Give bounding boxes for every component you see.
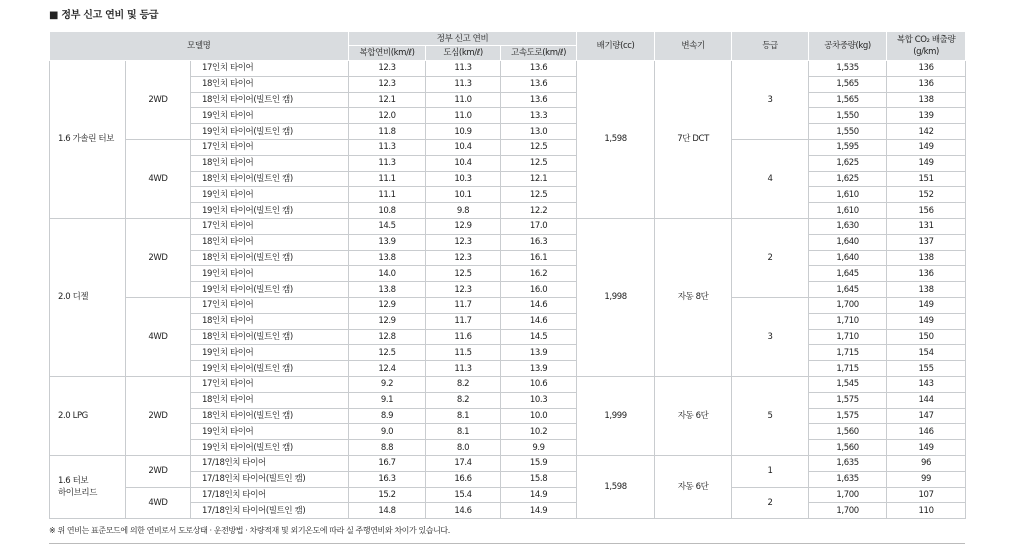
- highway-cell: 13.6: [501, 76, 577, 92]
- combined-cell: 12.5: [349, 345, 426, 361]
- grade-cell: 2: [732, 487, 809, 519]
- displacement-cell: 1,999: [577, 376, 655, 455]
- footnote: ※ 위 연비는 표준모드에 의한 연비로서 도로상태 · 운전방법 · 차량적재 및 외기온도에 따라 실 주행연비와 차이가 있습니다.: [49, 526, 450, 536]
- weight-cell: 1,565: [809, 92, 887, 108]
- co2-cell: 147: [887, 408, 966, 424]
- engine-name: 2.0 디젤: [50, 218, 126, 376]
- combined-cell: 12.0: [349, 108, 426, 124]
- tire-cell: 19인치 타이어: [191, 187, 349, 203]
- header-transmission: 변속기: [655, 32, 732, 61]
- highway-cell: 14.6: [501, 297, 577, 313]
- highway-cell: 14.9: [501, 503, 577, 519]
- header-highway: 고속도로(km/ℓ): [501, 46, 577, 61]
- tire-cell: 17/18인치 타이어: [191, 487, 349, 503]
- highway-cell: 17.0: [501, 218, 577, 234]
- co2-cell: 137: [887, 234, 966, 250]
- header-co2-line1: 복합 CO₂ 배출량: [896, 35, 956, 45]
- city-cell: 12.3: [426, 250, 501, 266]
- city-cell: 9.8: [426, 203, 501, 219]
- city-cell: 11.3: [426, 76, 501, 92]
- city-cell: 17.4: [426, 455, 501, 471]
- city-cell: 15.4: [426, 487, 501, 503]
- co2-cell: 146: [887, 424, 966, 440]
- highway-cell: 10.3: [501, 392, 577, 408]
- tire-cell: 18인치 타이어: [191, 76, 349, 92]
- table-row: [50, 139, 966, 155]
- highway-cell: 10.6: [501, 376, 577, 392]
- weight-cell: 1,710: [809, 329, 887, 345]
- tire-cell: 17인치 타이어: [191, 61, 349, 77]
- combined-cell: 11.1: [349, 171, 426, 187]
- header-co2-line2: (g/km): [913, 47, 939, 57]
- header-displacement: 배기량(cc): [577, 32, 655, 61]
- grade-cell: 3: [732, 61, 809, 140]
- grade-cell: 2: [732, 218, 809, 297]
- grade-cell: 1: [732, 455, 809, 487]
- city-cell: 11.7: [426, 313, 501, 329]
- header-model: 모델명: [50, 32, 349, 61]
- displacement-cell: 1,998: [577, 218, 655, 376]
- highway-cell: 15.8: [501, 471, 577, 487]
- combined-cell: 14.5: [349, 218, 426, 234]
- co2-cell: 136: [887, 61, 966, 77]
- co2-cell: 150: [887, 329, 966, 345]
- header-combined: 복합연비(km/ℓ): [349, 46, 426, 61]
- city-cell: 11.5: [426, 345, 501, 361]
- tire-cell: 18인치 타이어: [191, 155, 349, 171]
- city-cell: 11.0: [426, 108, 501, 124]
- drive-type: 2WD: [126, 376, 191, 455]
- tire-cell: 18인치 타이어: [191, 313, 349, 329]
- weight-cell: 1,550: [809, 108, 887, 124]
- tire-cell: 19인치 타이어: [191, 266, 349, 282]
- drive-type: 4WD: [126, 139, 191, 218]
- tire-cell: 19인치 타이어: [191, 424, 349, 440]
- combined-cell: 10.8: [349, 203, 426, 219]
- grade-cell: 4: [732, 139, 809, 218]
- co2-cell: 149: [887, 139, 966, 155]
- tire-cell: 19인치 타이어(빌트인 캠): [191, 440, 349, 456]
- combined-cell: 8.8: [349, 440, 426, 456]
- tire-cell: 19인치 타이어: [191, 345, 349, 361]
- highway-cell: 12.2: [501, 203, 577, 219]
- highway-cell: 12.5: [501, 139, 577, 155]
- table-header: [50, 32, 966, 61]
- co2-cell: 96: [887, 455, 966, 471]
- tire-cell: 18인치 타이어: [191, 392, 349, 408]
- weight-cell: 1,575: [809, 392, 887, 408]
- tire-cell: 18인치 타이어(빌트인 캠): [191, 408, 349, 424]
- engine-name: [50, 455, 126, 518]
- city-cell: 12.3: [426, 234, 501, 250]
- city-cell: 11.0: [426, 92, 501, 108]
- engine-name: 1.6 가솔린 터보: [50, 61, 126, 219]
- weight-cell: 1,640: [809, 250, 887, 266]
- table-row: [50, 455, 966, 471]
- city-cell: 8.1: [426, 408, 501, 424]
- city-cell: 10.4: [426, 139, 501, 155]
- highway-cell: 14.9: [501, 487, 577, 503]
- city-cell: 11.3: [426, 361, 501, 377]
- table-row: [50, 297, 966, 313]
- co2-cell: 154: [887, 345, 966, 361]
- highway-cell: 16.1: [501, 250, 577, 266]
- combined-cell: 11.8: [349, 124, 426, 140]
- co2-cell: 152: [887, 187, 966, 203]
- engine-name-line2: 하이브리드: [58, 488, 98, 499]
- transmission-cell: 자동 8단: [655, 218, 732, 376]
- tire-cell: 18인치 타이어(빌트인 캠): [191, 92, 349, 108]
- city-cell: 10.4: [426, 155, 501, 171]
- co2-cell: 149: [887, 440, 966, 456]
- city-cell: 8.2: [426, 392, 501, 408]
- drive-type: 2WD: [126, 61, 191, 140]
- weight-cell: 1,610: [809, 203, 887, 219]
- city-cell: 12.9: [426, 218, 501, 234]
- co2-cell: 149: [887, 297, 966, 313]
- combined-cell: 12.1: [349, 92, 426, 108]
- table-body: [50, 61, 966, 519]
- co2-cell: 151: [887, 171, 966, 187]
- displacement-cell: 1,598: [577, 61, 655, 219]
- drive-type: 2WD: [126, 218, 191, 297]
- drive-type: 4WD: [126, 487, 191, 519]
- city-cell: 10.9: [426, 124, 501, 140]
- city-cell: 12.3: [426, 282, 501, 298]
- city-cell: 12.5: [426, 266, 501, 282]
- weight-cell: 1,700: [809, 503, 887, 519]
- weight-cell: 1,535: [809, 61, 887, 77]
- highway-cell: 13.6: [501, 61, 577, 77]
- city-cell: 11.7: [426, 297, 501, 313]
- table-row: [50, 376, 966, 392]
- highway-cell: 15.9: [501, 455, 577, 471]
- weight-cell: 1,575: [809, 408, 887, 424]
- transmission-cell: 자동 6단: [655, 455, 732, 518]
- highway-cell: 14.6: [501, 313, 577, 329]
- tire-cell: 18인치 타이어: [191, 234, 349, 250]
- combined-cell: 13.8: [349, 250, 426, 266]
- tire-cell: 19인치 타이어(빌트인 캠): [191, 203, 349, 219]
- weight-cell: 1,640: [809, 234, 887, 250]
- combined-cell: 12.9: [349, 297, 426, 313]
- co2-cell: 107: [887, 487, 966, 503]
- co2-cell: 99: [887, 471, 966, 487]
- tire-cell: 18인치 타이어(빌트인 캠): [191, 250, 349, 266]
- weight-cell: 1,560: [809, 424, 887, 440]
- weight-cell: 1,625: [809, 171, 887, 187]
- city-cell: 8.2: [426, 376, 501, 392]
- highway-cell: 16.0: [501, 282, 577, 298]
- header-co2: [887, 32, 966, 61]
- co2-cell: 136: [887, 266, 966, 282]
- tire-cell: 17/18인치 타이어(빌트인 캠): [191, 503, 349, 519]
- tire-cell: 17인치 타이어: [191, 218, 349, 234]
- grade-cell: 3: [732, 297, 809, 376]
- highway-cell: 16.3: [501, 234, 577, 250]
- fuel-efficiency-section: [49, 8, 965, 536]
- tire-cell: 19인치 타이어(빌트인 캠): [191, 282, 349, 298]
- fuel-efficiency-table: [49, 32, 966, 519]
- highway-cell: 13.3: [501, 108, 577, 124]
- transmission-cell: 자동 6단: [655, 376, 732, 455]
- combined-cell: 11.3: [349, 139, 426, 155]
- highway-cell: 13.9: [501, 361, 577, 377]
- combined-cell: 12.9: [349, 313, 426, 329]
- tire-cell: 18인치 타이어(빌트인 캠): [191, 329, 349, 345]
- highway-cell: 13.6: [501, 92, 577, 108]
- header-grade: 등급: [732, 32, 809, 61]
- combined-cell: 12.8: [349, 329, 426, 345]
- header-fuel-group: 정부 신고 연비: [349, 32, 577, 46]
- weight-cell: 1,595: [809, 139, 887, 155]
- city-cell: 8.1: [426, 424, 501, 440]
- co2-cell: 156: [887, 203, 966, 219]
- combined-cell: 16.3: [349, 471, 426, 487]
- co2-cell: 149: [887, 155, 966, 171]
- combined-cell: 11.3: [349, 155, 426, 171]
- highway-cell: 13.9: [501, 345, 577, 361]
- combined-cell: 12.3: [349, 76, 426, 92]
- header-weight: 공차중량(kg): [809, 32, 887, 61]
- weight-cell: 1,550: [809, 124, 887, 140]
- combined-cell: 12.4: [349, 361, 426, 377]
- combined-cell: 14.8: [349, 503, 426, 519]
- weight-cell: 1,715: [809, 345, 887, 361]
- weight-cell: 1,545: [809, 376, 887, 392]
- tire-cell: 19인치 타이어(빌트인 캠): [191, 124, 349, 140]
- city-cell: 16.6: [426, 471, 501, 487]
- table-row: [50, 218, 966, 234]
- weight-cell: 1,610: [809, 187, 887, 203]
- highway-cell: 10.0: [501, 408, 577, 424]
- co2-cell: 138: [887, 250, 966, 266]
- city-cell: 10.3: [426, 171, 501, 187]
- weight-cell: 1,715: [809, 361, 887, 377]
- highway-cell: 13.0: [501, 124, 577, 140]
- city-cell: 11.6: [426, 329, 501, 345]
- weight-cell: 1,645: [809, 282, 887, 298]
- displacement-cell: 1,598: [577, 455, 655, 518]
- weight-cell: 1,700: [809, 487, 887, 503]
- city-cell: 10.1: [426, 187, 501, 203]
- combined-cell: 13.8: [349, 282, 426, 298]
- engine-name: 2.0 LPG: [50, 376, 126, 455]
- highway-cell: 12.1: [501, 171, 577, 187]
- combined-cell: 9.2: [349, 376, 426, 392]
- weight-cell: 1,560: [809, 440, 887, 456]
- city-cell: 14.6: [426, 503, 501, 519]
- tire-cell: 17인치 타이어: [191, 376, 349, 392]
- city-cell: 11.3: [426, 61, 501, 77]
- weight-cell: 1,710: [809, 313, 887, 329]
- co2-cell: 138: [887, 282, 966, 298]
- combined-cell: 12.3: [349, 61, 426, 77]
- highway-cell: 10.2: [501, 424, 577, 440]
- co2-cell: 155: [887, 361, 966, 377]
- bottom-divider: [49, 543, 965, 544]
- combined-cell: 15.2: [349, 487, 426, 503]
- weight-cell: 1,645: [809, 266, 887, 282]
- combined-cell: 8.9: [349, 408, 426, 424]
- highway-cell: 12.5: [501, 187, 577, 203]
- transmission-cell: 7단 DCT: [655, 61, 732, 219]
- tire-cell: 17인치 타이어: [191, 139, 349, 155]
- table-row: [50, 487, 966, 503]
- header-city: 도심(km/ℓ): [426, 46, 501, 61]
- section-title: ■ 정부 신고 연비 및 등급: [49, 10, 159, 21]
- drive-type: 4WD: [126, 297, 191, 376]
- weight-cell: 1,700: [809, 297, 887, 313]
- table-row: [50, 61, 966, 77]
- weight-cell: 1,635: [809, 455, 887, 471]
- co2-cell: 139: [887, 108, 966, 124]
- highway-cell: 14.5: [501, 329, 577, 345]
- combined-cell: 9.1: [349, 392, 426, 408]
- co2-cell: 136: [887, 76, 966, 92]
- co2-cell: 142: [887, 124, 966, 140]
- tire-cell: 17인치 타이어: [191, 297, 349, 313]
- co2-cell: 144: [887, 392, 966, 408]
- co2-cell: 110: [887, 503, 966, 519]
- drive-type: 2WD: [126, 455, 191, 487]
- weight-cell: 1,565: [809, 76, 887, 92]
- highway-cell: 12.5: [501, 155, 577, 171]
- weight-cell: 1,630: [809, 218, 887, 234]
- tire-cell: 19인치 타이어(빌트인 캠): [191, 361, 349, 377]
- combined-cell: 13.9: [349, 234, 426, 250]
- weight-cell: 1,625: [809, 155, 887, 171]
- combined-cell: 9.0: [349, 424, 426, 440]
- tire-cell: 18인치 타이어(빌트인 캠): [191, 171, 349, 187]
- grade-cell: 5: [732, 376, 809, 455]
- engine-name-line1: 1.6 터보: [58, 476, 89, 487]
- city-cell: 8.0: [426, 440, 501, 456]
- combined-cell: 14.0: [349, 266, 426, 282]
- tire-cell: 17/18인치 타이어(빌트인 캠): [191, 471, 349, 487]
- co2-cell: 149: [887, 313, 966, 329]
- highway-cell: 16.2: [501, 266, 577, 282]
- co2-cell: 138: [887, 92, 966, 108]
- co2-cell: 143: [887, 376, 966, 392]
- highway-cell: 9.9: [501, 440, 577, 456]
- tire-cell: 19인치 타이어: [191, 108, 349, 124]
- combined-cell: 16.7: [349, 455, 426, 471]
- weight-cell: 1,635: [809, 471, 887, 487]
- tire-cell: 17/18인치 타이어: [191, 455, 349, 471]
- combined-cell: 11.1: [349, 187, 426, 203]
- co2-cell: 131: [887, 218, 966, 234]
